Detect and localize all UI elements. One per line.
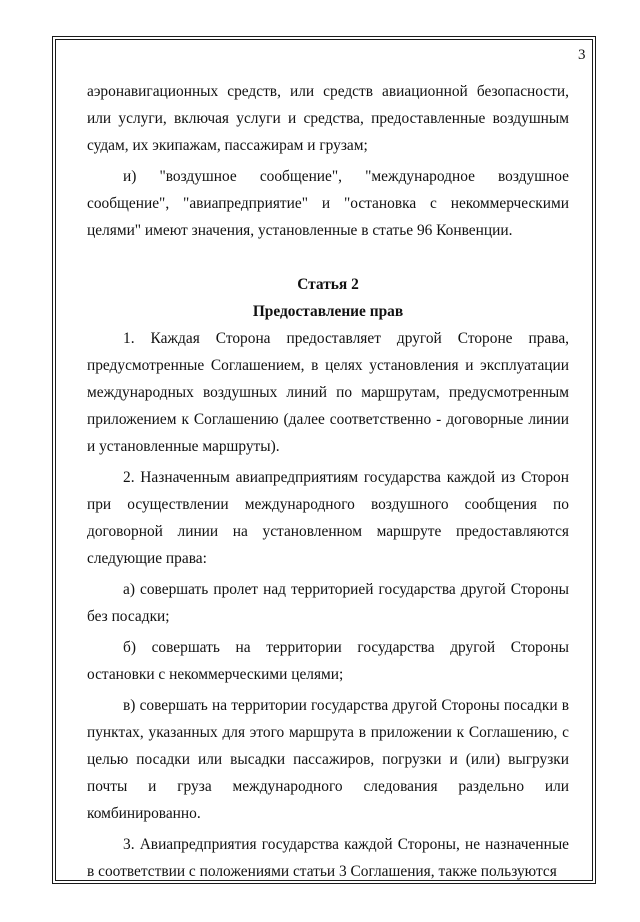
paragraph-3: 3. Авиапредприятия государства каждой Стороны, не назначенные в соответствии с положениями статьи 3 Соглашения, также пользуются	[87, 836, 569, 880]
document-body	[87, 78, 569, 885]
paragraph-2c: в) совершать на территории государства другой Стороны посадки в пунктах, указанных для этого маршрута в приложении к Соглашению, с целью посадки или высадки пассажиров, погрузки и (или) выгрузки почты и груза международного следования раздельно или комбинированно.	[87, 697, 569, 822]
paragraph-2: 2. Назначенным авиапредприятиям государства каждой из Сторон при осуществлении международного воздушного сообщения по договорной линии на установленном маршруте предоставляются следующие права:	[87, 469, 569, 567]
article-number: Статья 2	[297, 276, 359, 293]
paragraph-intro: аэронавигационных средств, или средств авиационной безопасности, или услуги, включая услуги и средства, предоставленные воздушным судам, их экипажам, пассажирам и грузам;	[87, 83, 569, 154]
paragraph-2a: а) совершать пролет над территорией государства другой Стороны без посадки;	[87, 581, 569, 625]
paragraph-i: и) "воздушное сообщение", "международное воздушное сообщение", "авиапредприятие" и "остановка с некоммерческими целями" имеют значения, установленные в статье 96 Конвенции.	[87, 168, 569, 239]
page-number: 3	[578, 47, 586, 63]
article-title: Предоставление прав	[252, 303, 404, 320]
paragraph-2b: б) совершать на территории государства другой Стороны остановки с некоммерческими целями;	[87, 639, 569, 683]
paragraph-1: 1. Каждая Сторона предоставляет другой Стороне права, предусмотренные Соглашением, в целях установления и эксплуатации международных воздушных линий по маршрутам, предусмотренным приложением к Соглашению (далее соответственно - договорные линии и установленные маршруты).	[87, 330, 569, 455]
